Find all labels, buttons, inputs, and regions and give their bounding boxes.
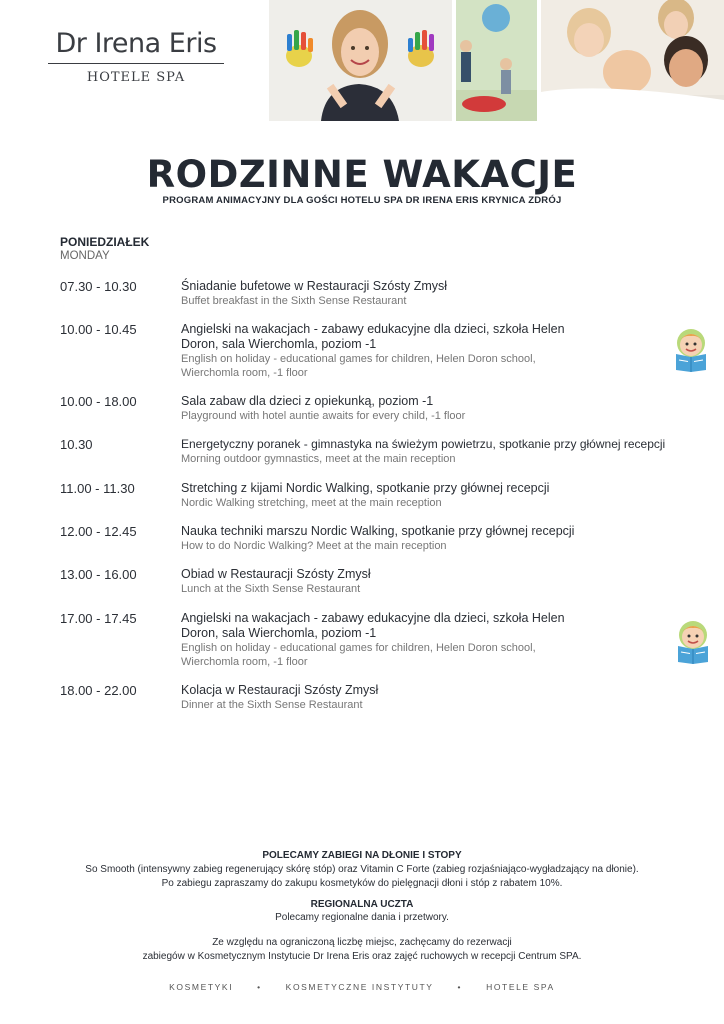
schedule-description: [181, 279, 681, 308]
activity-en: Lunch at the Sixth Sense Restaurant: [181, 583, 361, 595]
schedule-description: [181, 437, 724, 466]
activity-pl: Sala zabaw dla dzieci z opiekunką, poziom -1: [181, 394, 434, 408]
brand-subtitle: HOTELE SPA: [86, 70, 186, 85]
child-reading-icon: [675, 620, 711, 664]
treatments-text: Po zabiegu zapraszamy do zakupu kosmetyków do pielęgnacji dłoni i stóp z rabatem 10%.: [161, 878, 563, 889]
bottom-item-kosmetyki: KOSMETYKI: [169, 982, 234, 992]
schedule-description: [181, 481, 681, 510]
bullet-separator: •: [457, 982, 463, 992]
activity-en: Playground with hotel auntie awaits for every child, -1 floor: [181, 410, 466, 422]
activity-en: Dinner at the Sixth Sense Restaurant: [181, 699, 363, 711]
schedule-description: [181, 683, 681, 712]
schedule-time: 10.00 - 18.00: [60, 394, 137, 409]
schedule-time: 10.30: [60, 437, 93, 452]
reservation-notice: [0, 936, 724, 964]
page-subtitle: PROGRAM ANIMACYJNY DLA GOŚCI HOTELU SPA DR IRENA ERIS KRYNICA ZDRÓJ: [162, 195, 562, 206]
activity-en: Morning outdoor gymnastics, meet at the main reception: [181, 453, 456, 465]
activity-pl: Stretching z kijami Nordic Walking, spotkanie przy głównej recepcji: [181, 481, 550, 495]
child-reading-icon: [673, 328, 709, 372]
brand-logo: [48, 28, 224, 85]
schedule-time: 11.00 - 11.30: [60, 481, 135, 496]
schedule-time: 18.00 - 22.00: [60, 683, 137, 698]
logo-divider: [48, 63, 224, 64]
feast-heading: REGIONALNA UCZTA: [310, 899, 414, 910]
schedule-time: 07.30 - 10.30: [60, 279, 137, 294]
day-heading: [60, 235, 149, 262]
activity-pl: Angielski na wakacjach - zabawy edukacyjne dla dzieci, szkoła Helen Doron, sala Wierchomla, poziom -1: [181, 611, 565, 640]
schedule-description: [181, 322, 601, 380]
feast-text: Polecamy regionalne dania i przetwory.: [275, 912, 449, 923]
activity-en: English on holiday - educational games for children, Helen Doron school, Wierchomla room, -1 floor: [181, 353, 536, 379]
activity-pl: Angielski na wakacjach - zabawy edukacyjne dla dzieci, szkoła Helen Doron, sala Wierchomla, poziom -1: [181, 322, 565, 351]
schedule-time: 12.00 - 12.45: [60, 524, 137, 539]
bottom-brand-bar: [0, 982, 724, 992]
schedule-description: [181, 567, 681, 596]
activity-pl: Nauka techniki marszu Nordic Walking, spotkanie przy głównej recepcji: [181, 524, 575, 538]
bullet-separator: •: [257, 982, 262, 992]
schedule-description: [181, 524, 681, 553]
girl-painted-hands-photo: [269, 0, 452, 121]
page-title: RODZINNE WAKACJE: [146, 153, 578, 196]
schedule-time: 10.00 - 10.45: [60, 322, 137, 337]
kids-playroom-photo: [456, 0, 537, 121]
treatments-text: So Smooth (intensywny zabieg regenerujący skórę stóp) oraz Vitamin C Forte (zabieg rozjaśniająco-wygładzający na dłonie).: [85, 864, 639, 875]
treatments-section: [0, 850, 724, 891]
activity-pl: Kolacja w Restauracji Szósty Zmysł: [181, 683, 379, 697]
bottom-item-instytuty: KOSMETYCZNE INSTYTUTY: [285, 982, 434, 992]
activity-en: Nordic Walking stretching, meet at the main reception: [181, 497, 442, 509]
treatments-heading: POLECAMY ZABIEGI NA DŁONIE I STOPY: [262, 850, 462, 861]
activity-en: How to do Nordic Walking? Meet at the main reception: [181, 540, 447, 552]
day-name-en: MONDAY: [60, 250, 110, 262]
schedule-time: 17.00 - 17.45: [60, 611, 137, 626]
activity-pl: Energetyczny poranek - gimnastyka na świeżym powietrzu, spotkanie przy głównej recepcji: [181, 437, 666, 451]
notice-text: zabiegów w Kosmetycznym Instytucie Dr Irena Eris oraz zajęć ruchowych w recepcji Centrum SPA.: [142, 951, 582, 962]
schedule-description: [181, 394, 681, 423]
schedule-description: [181, 611, 601, 669]
activity-pl: Obiad w Restauracji Szósty Zmysł: [181, 567, 371, 581]
bottom-item-hotele: HOTELE SPA: [486, 982, 555, 992]
brand-name: Dr Irena Eris: [55, 28, 217, 59]
day-name-pl: PONIEDZIAŁEK: [60, 235, 150, 249]
notice-text: Ze względu na ograniczoną liczbę miejsc, zachęcamy do rezerwacji: [212, 937, 512, 948]
regional-feast-section: [0, 899, 724, 925]
activity-en: Buffet breakfast in the Sixth Sense Restaurant: [181, 295, 407, 307]
activity-en: English on holiday - educational games for children, Helen Doron school, Wierchomla room, -1 floor: [181, 642, 536, 668]
family-on-floor-photo: [541, 0, 724, 121]
activity-pl: Śniadanie bufetowe w Restauracji Szósty Zmysł: [181, 279, 448, 293]
schedule-time: 13.00 - 16.00: [60, 567, 137, 582]
